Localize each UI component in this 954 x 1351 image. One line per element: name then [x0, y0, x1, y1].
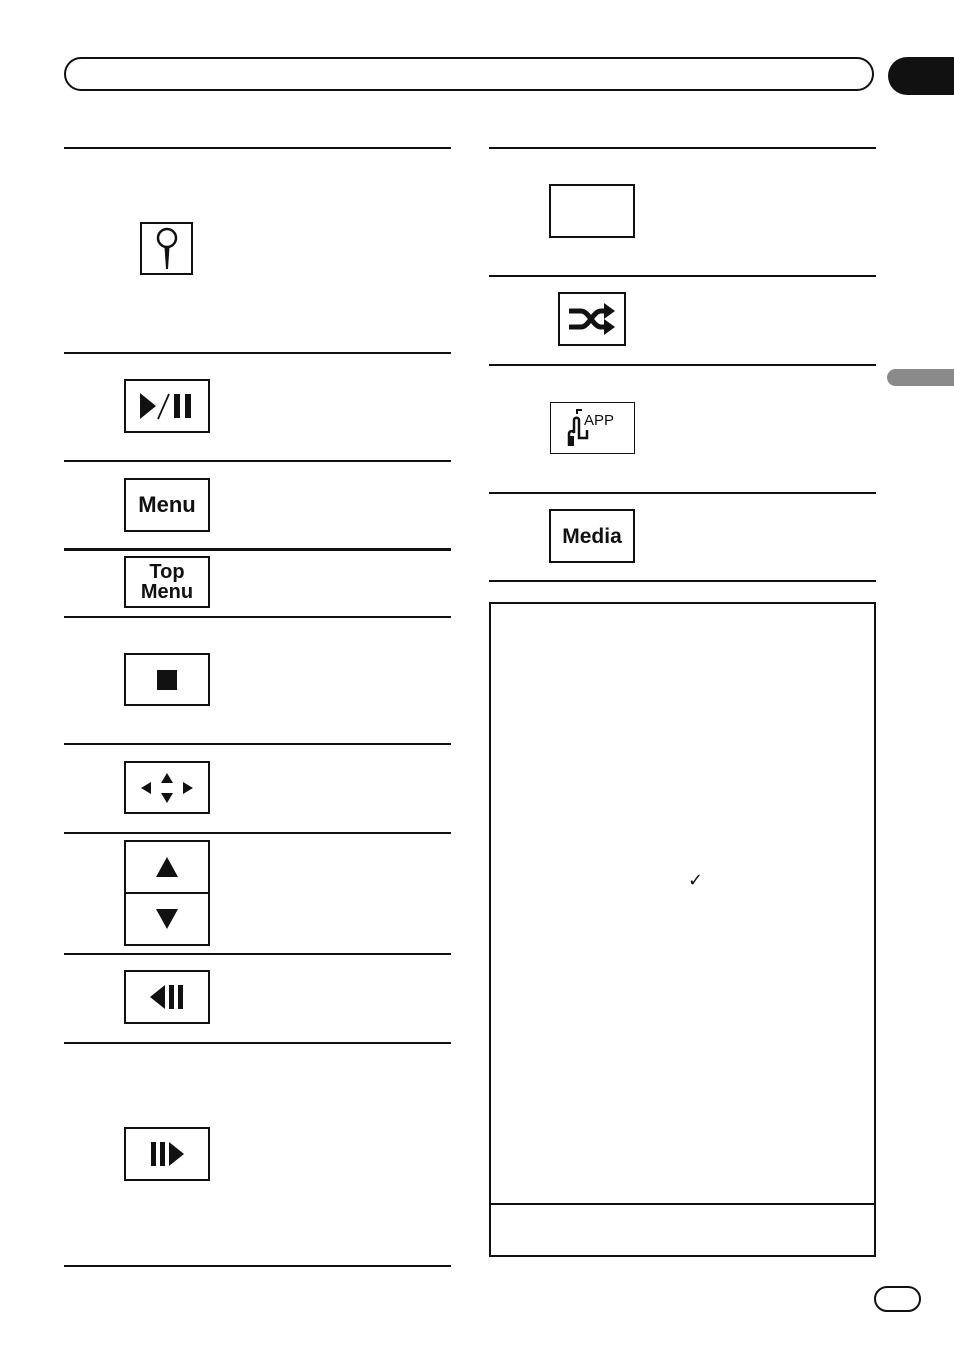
table-rule [489, 147, 876, 149]
top-menu-label-top: Top [149, 561, 185, 583]
media-button[interactable] [549, 509, 635, 563]
check-mark: ✓ [688, 870, 704, 891]
top-menu-button[interactable] [124, 556, 210, 608]
notice-box [489, 602, 876, 1257]
step-back-button[interactable] [124, 970, 210, 1024]
direction-arrows-icon [139, 771, 195, 805]
chapter-header-bar [64, 57, 874, 91]
stop-icon [157, 670, 177, 690]
step-forward-button[interactable] [124, 1127, 210, 1181]
table-rule [64, 352, 451, 354]
section-side-tab [887, 369, 954, 386]
table-rule [64, 616, 451, 618]
shuffle-icon [567, 302, 617, 336]
table-rule [64, 832, 451, 834]
table-rule [489, 364, 876, 366]
app-text: APP [583, 412, 614, 429]
down-button[interactable] [124, 892, 210, 946]
table-rule [64, 1042, 451, 1044]
top-menu-label-menu: Menu [140, 581, 194, 603]
menu-button[interactable] [124, 478, 210, 532]
play-pause-button[interactable] [124, 379, 210, 433]
search-button[interactable] [140, 222, 193, 275]
shuffle-button[interactable] [558, 292, 626, 346]
table-rule [64, 1265, 451, 1267]
notice-divider [489, 1203, 876, 1205]
triangle-up-icon [155, 856, 179, 878]
step-forward-icon [149, 1141, 185, 1167]
app-button[interactable] [550, 402, 635, 454]
search-icon [152, 226, 182, 272]
triangle-down-icon [155, 908, 179, 930]
language-badge [874, 1286, 921, 1312]
table-rule [489, 580, 876, 582]
table-rule [64, 548, 451, 551]
table-rule [489, 275, 876, 277]
up-button[interactable] [124, 840, 210, 894]
chapter-tab [888, 57, 954, 95]
blank-button[interactable] [549, 184, 635, 238]
play-pause-icon [138, 391, 196, 421]
table-rule [489, 492, 876, 494]
table-rule [64, 743, 451, 745]
media-button-label: Media [562, 524, 622, 548]
app-touch-icon [565, 408, 621, 448]
stop-button[interactable] [124, 653, 210, 706]
table-rule [64, 147, 451, 149]
table-rule [64, 953, 451, 955]
table-rule [64, 460, 451, 462]
step-backward-icon [149, 984, 185, 1010]
menu-button-label: Menu [138, 492, 196, 517]
cursor-direction-button[interactable] [124, 761, 210, 814]
